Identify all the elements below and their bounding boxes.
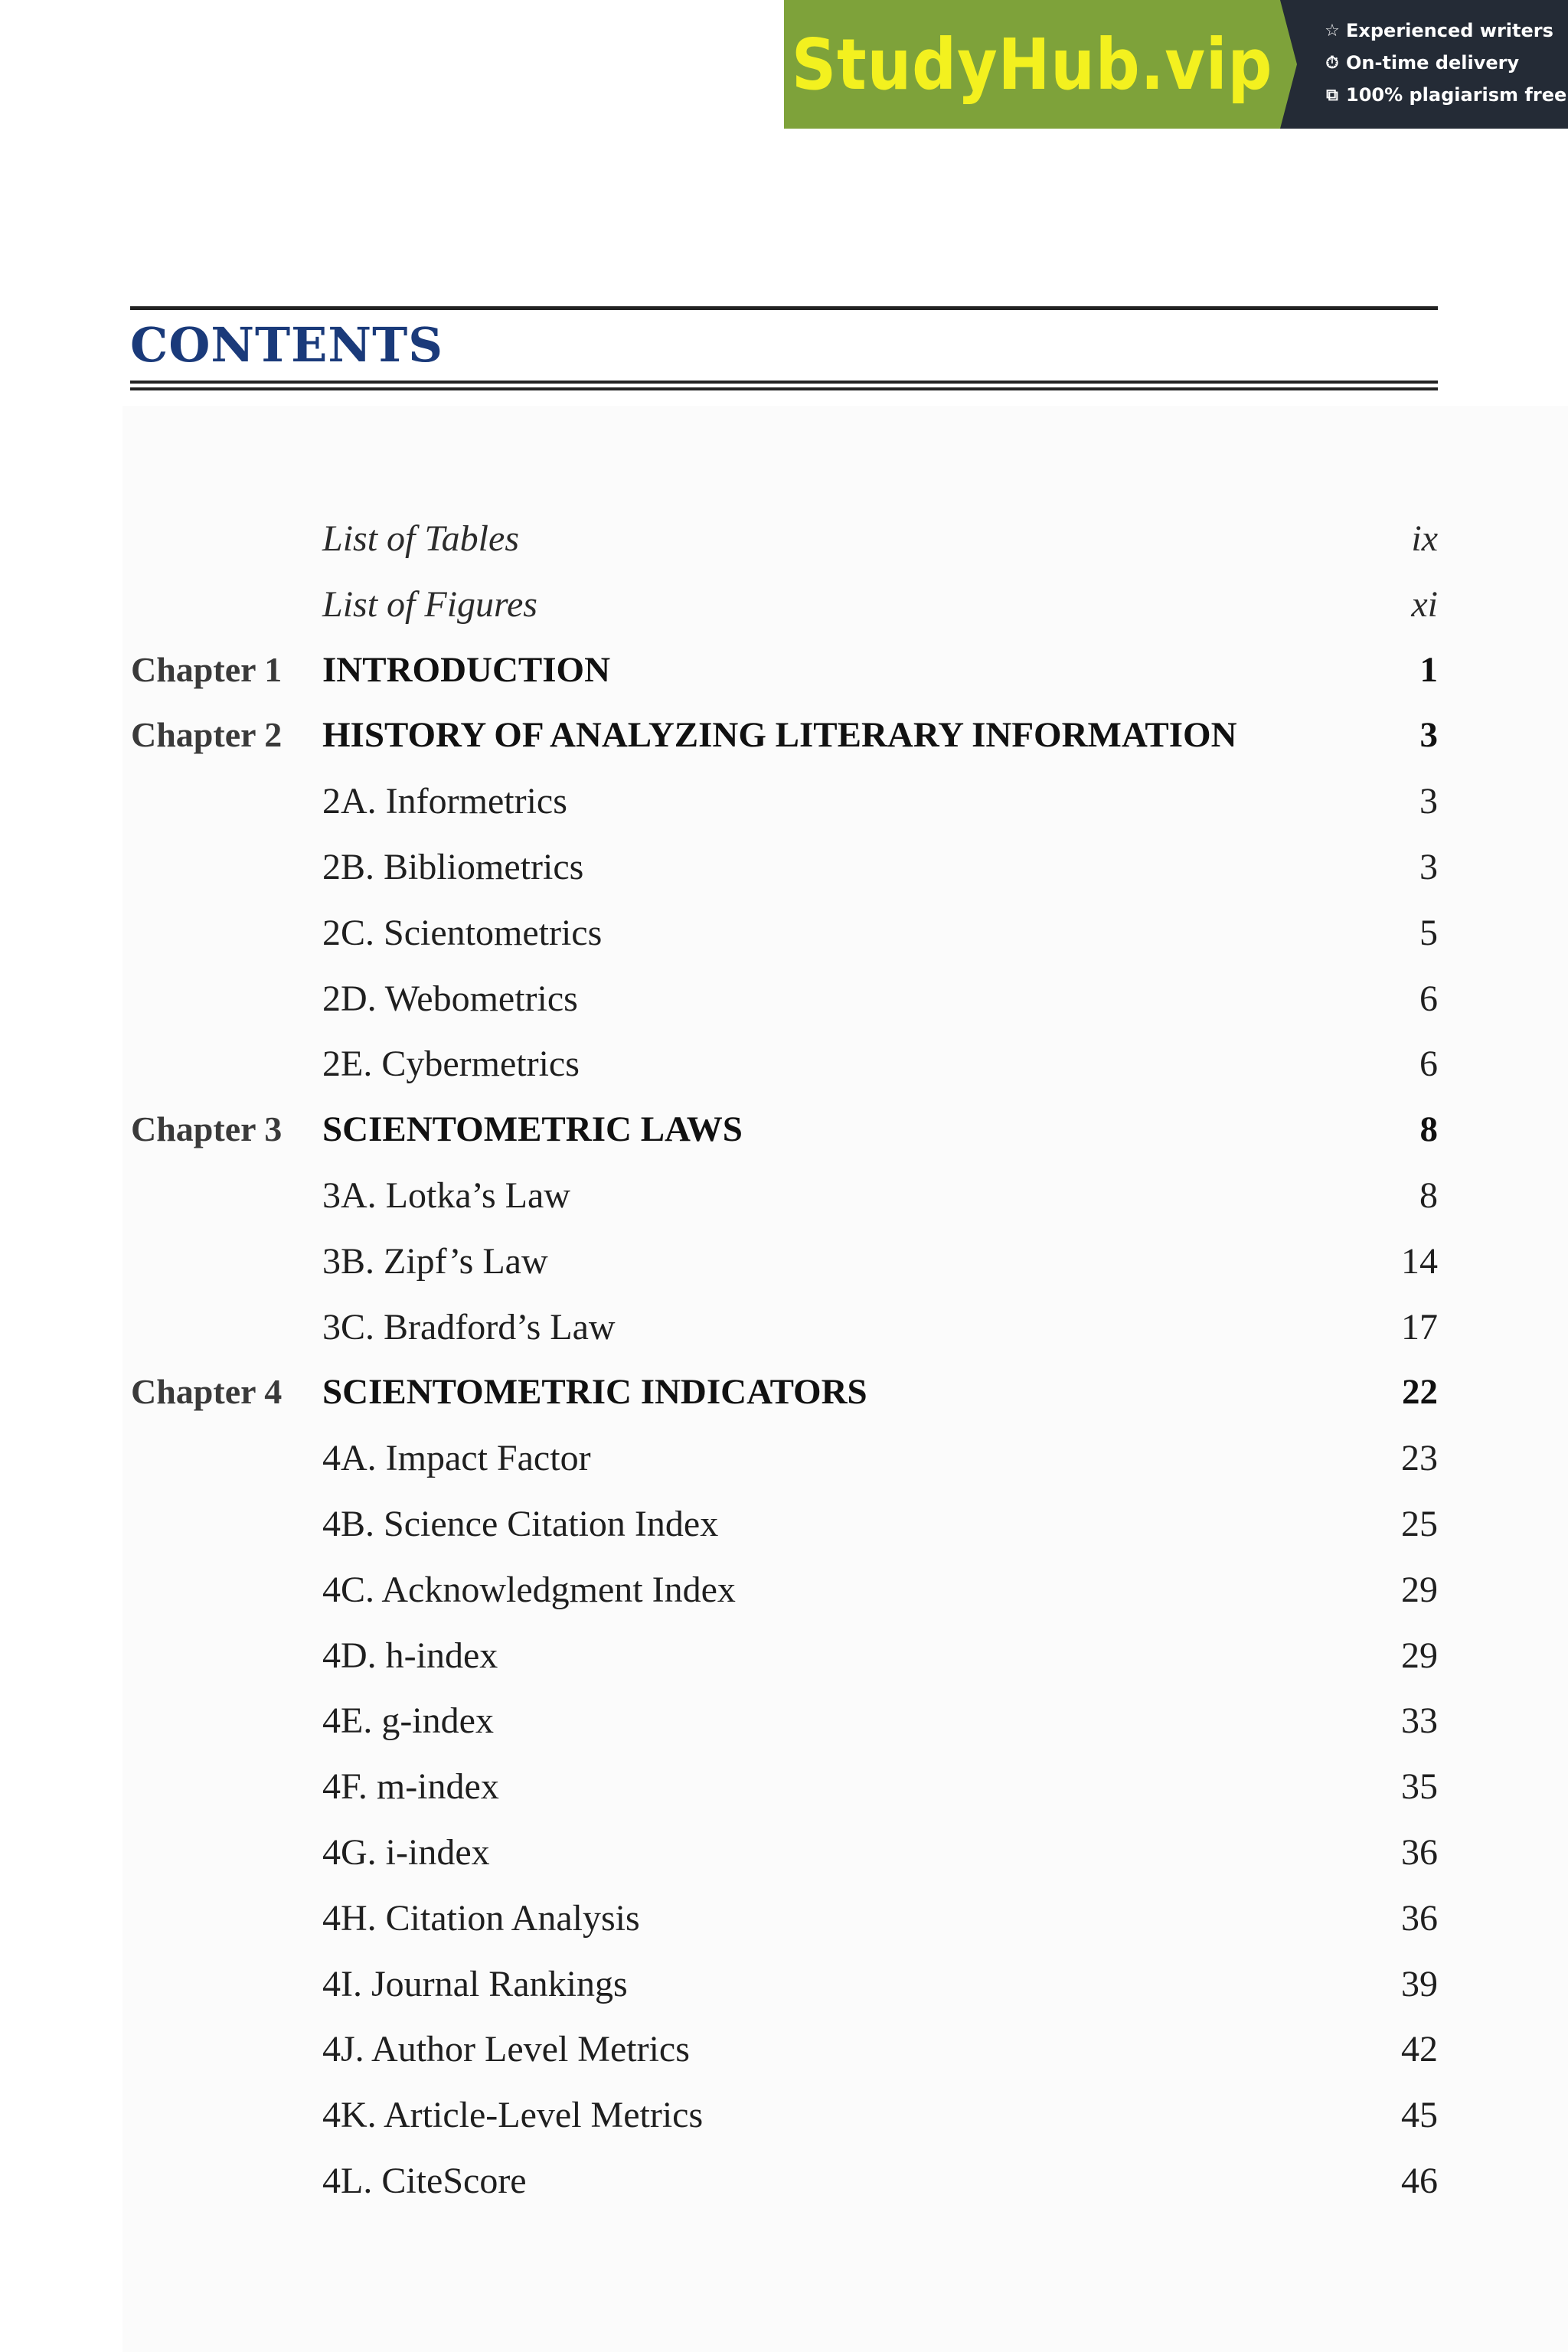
feature-label: On-time delivery	[1346, 52, 1520, 74]
star-icon: ☆	[1325, 21, 1340, 41]
toc-page-number: 29	[1401, 1569, 1438, 1610]
toc-page-number: 1	[1419, 649, 1438, 690]
toc-entry-title: 4J. Author Level Metrics	[322, 2029, 690, 2070]
toc-entry	[0, 1963, 1568, 2024]
toc-entry-title: List of Tables	[322, 518, 519, 559]
toc-entry	[0, 846, 1568, 907]
banner-logo-panel	[784, 0, 1280, 129]
toc-entry-title: 4K. Article-Level Metrics	[322, 2095, 704, 2136]
toc-entry-title: 2B. Bibliometrics	[322, 847, 584, 887]
toc-page-number: 23	[1401, 1438, 1438, 1479]
toc-entry-title: 4C. Acknowledgment Index	[322, 1569, 736, 1610]
toc-entry	[0, 1569, 1568, 1630]
toc-page-number: 33	[1401, 1700, 1438, 1742]
toc-page-number: 29	[1401, 1635, 1438, 1676]
toc-entry	[0, 2094, 1568, 2155]
toc-entry-title: 4D. h-index	[322, 1635, 498, 1676]
toc-page-number: ix	[1411, 518, 1438, 559]
toc-page-number: 6	[1419, 1044, 1438, 1085]
toc-page-number: 5	[1419, 912, 1438, 953]
toc-entry-title: 4B. Science Citation Index	[322, 1504, 719, 1544]
toc-entry-title: 4L. CiteScore	[322, 2161, 527, 2201]
toc-entry-title: 2C. Scientometrics	[322, 912, 603, 953]
toc-entry-title: 4E. g-index	[322, 1700, 494, 1742]
toc-chapter-label: Chapter 4	[131, 1372, 283, 1412]
toc-page-number: 14	[1401, 1240, 1438, 1282]
heading-rule-top	[130, 306, 1438, 310]
toc-entry	[0, 714, 1568, 776]
toc-entry-title: List of Figures	[322, 583, 537, 625]
toc-entry	[0, 583, 1568, 645]
toc-entry	[0, 780, 1568, 841]
toc-page-number: 3	[1419, 715, 1438, 756]
banner-features-panel	[1280, 0, 1568, 129]
page-title: CONTENTS	[130, 317, 444, 373]
feature-experienced-writers	[1323, 20, 1553, 41]
heading-rule-bottom	[130, 381, 1438, 384]
toc-entry-title: 4G. i-index	[322, 1832, 490, 1873]
toc-page-number: 25	[1401, 1504, 1438, 1544]
toc-chapter-label: Chapter 3	[131, 1109, 283, 1149]
toc-entry-title: HISTORY OF ANALYZING LITERARY INFORMATION	[322, 715, 1237, 756]
toc-page-number: 36	[1401, 1832, 1438, 1873]
toc-entry-title: 2D. Webometrics	[322, 978, 578, 1019]
clock-icon: ⏱	[1325, 53, 1339, 73]
studyhub-banner[interactable]	[784, 0, 1568, 129]
toc-page-number: 22	[1402, 1372, 1438, 1413]
feature-on-time-delivery	[1323, 52, 1519, 74]
toc-entry	[0, 1700, 1568, 1761]
toc-page-number: 8	[1419, 1175, 1438, 1216]
feature-label: 100% plagiarism free	[1346, 84, 1567, 106]
toc-entry	[0, 649, 1568, 710]
toc-entry	[0, 1306, 1568, 1367]
toc-entry	[0, 2028, 1568, 2089]
toc-page-number: 17	[1401, 1306, 1438, 1348]
toc-page-number: 3	[1419, 847, 1438, 887]
toc-entry-title: SCIENTOMETRIC LAWS	[322, 1109, 743, 1150]
toc-entry	[0, 518, 1568, 579]
toc-page-number: 6	[1419, 978, 1438, 1019]
toc-entry-title: 3C. Bradford’s Law	[322, 1306, 616, 1348]
toc-entry-title: 2A. Informetrics	[322, 781, 567, 822]
toc-entry	[0, 1174, 1568, 1236]
toc-entry-title: 4H. Citation Analysis	[322, 1897, 640, 1939]
toc-page-number: 42	[1401, 2029, 1438, 2070]
toc-page-number: xi	[1411, 583, 1438, 625]
toc-page-number: 35	[1401, 1766, 1438, 1808]
toc-entry	[0, 1240, 1568, 1302]
toc-entry-title: INTRODUCTION	[322, 649, 611, 690]
toc-entry-title: 3A. Lotka’s Law	[322, 1175, 570, 1216]
toc-entry-title: 3B. Zipf’s Law	[322, 1240, 548, 1282]
toc-page-number: 45	[1401, 2095, 1438, 2136]
toc-page-number: 3	[1419, 781, 1438, 822]
toc-entry-title: 4F. m-index	[322, 1766, 499, 1808]
toc-entry	[0, 1766, 1568, 1827]
toc-entry	[0, 1043, 1568, 1104]
toc-entry	[0, 1635, 1568, 1696]
toc-page-number: 8	[1419, 1109, 1438, 1150]
toc-entry	[0, 1897, 1568, 1958]
toc-entry	[0, 1831, 1568, 1893]
toc-entry	[0, 1371, 1568, 1432]
toc-page-number: 39	[1401, 1963, 1438, 2004]
heading-rule-bottom-double	[130, 387, 1438, 390]
toc-entry	[0, 1437, 1568, 1498]
toc-page-number: 46	[1401, 2161, 1438, 2201]
toc-entry-title: 4A. Impact Factor	[322, 1438, 591, 1479]
toc-chapter-label: Chapter 2	[131, 715, 283, 755]
feature-plagiarism-free	[1323, 84, 1566, 106]
toc-entry	[0, 912, 1568, 973]
feature-label: Experienced writers	[1346, 20, 1553, 41]
toc-entry-title: 4I. Journal Rankings	[322, 1963, 628, 2004]
studyhub-logo: StudyHub.vip	[791, 23, 1273, 106]
toc-entry	[0, 2160, 1568, 2221]
toc-chapter-label: Chapter 1	[131, 649, 283, 689]
toc-entry-title: SCIENTOMETRIC INDICATORS	[322, 1372, 867, 1413]
toc-page-number: 36	[1401, 1897, 1438, 1939]
toc-entry	[0, 1109, 1568, 1170]
toc-entry	[0, 1503, 1568, 1564]
copy-icon: ⧉	[1326, 85, 1338, 105]
toc-entry	[0, 978, 1568, 1039]
toc-entry-title: 2E. Cybermetrics	[322, 1044, 580, 1085]
